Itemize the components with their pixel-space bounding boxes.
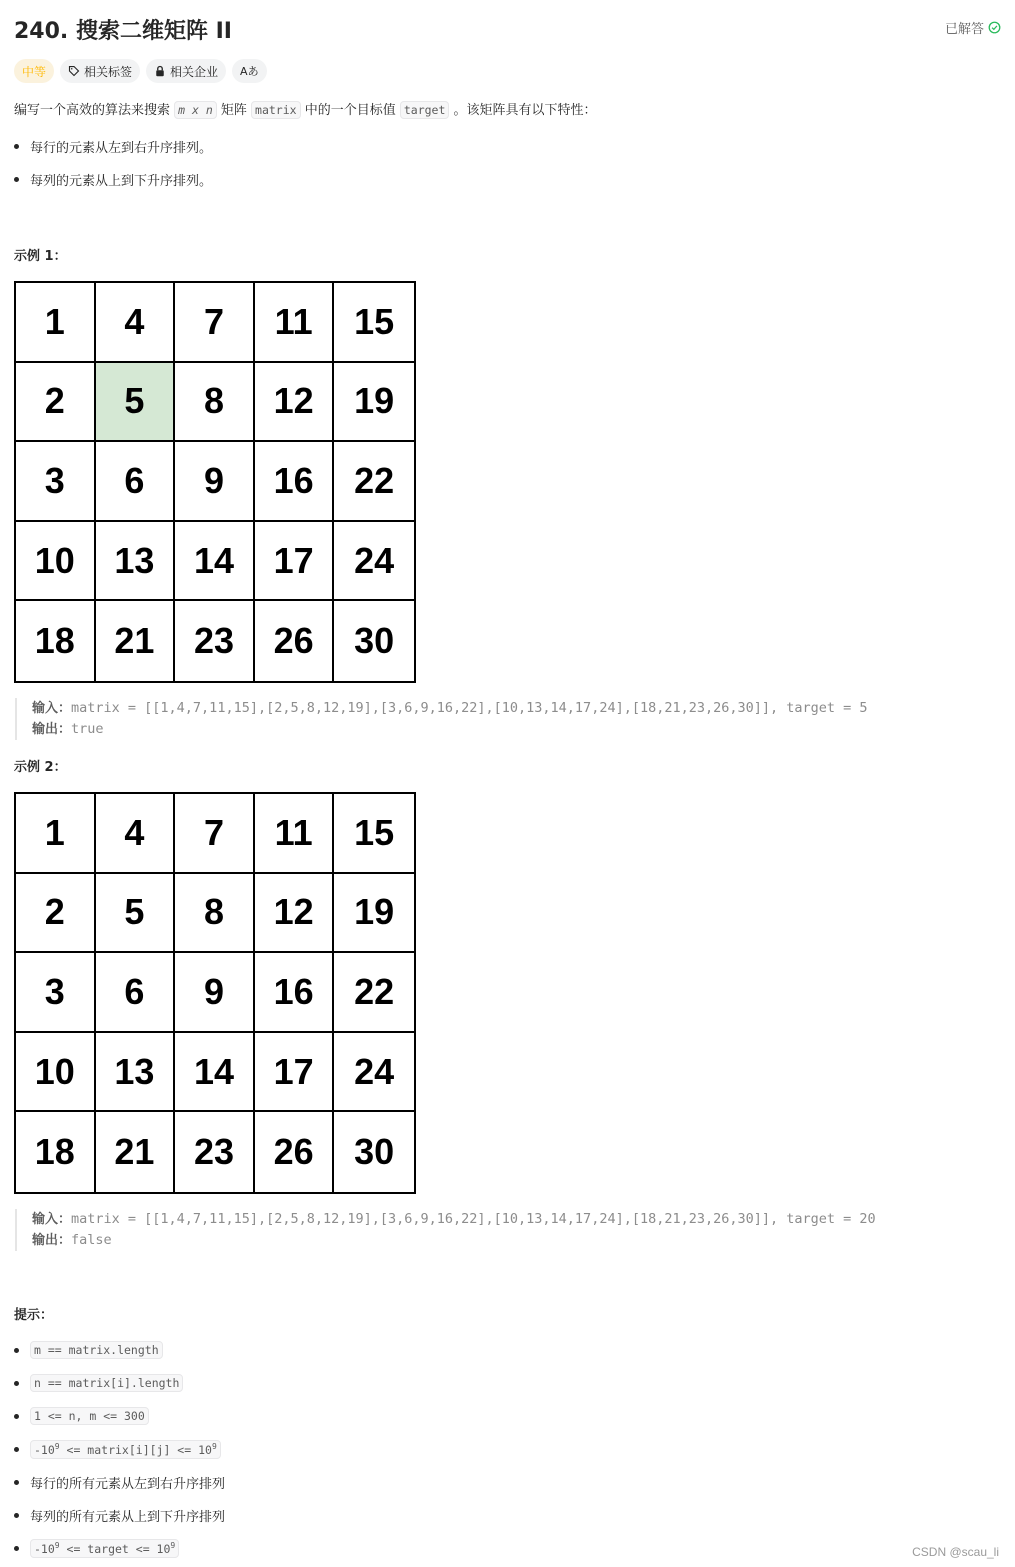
example-2-input bbox=[32, 1209, 876, 1230]
input-value: matrix = [[1,4,7,11,15],[2,5,8,12,19],[3,6,9,16,22],[10,13,14,17,24],[18,21,23,26,30]], target = 5 bbox=[71, 700, 868, 716]
desc-text-2: 矩阵 bbox=[216, 103, 252, 118]
matrix-cell: 2 bbox=[16, 874, 96, 954]
c4-sup1: 9 bbox=[54, 1442, 60, 1451]
matrix-cell: 21 bbox=[96, 601, 176, 681]
c4-sup2: 9 bbox=[211, 1442, 217, 1451]
matrix-cell: 15 bbox=[334, 283, 414, 363]
check-circle-icon bbox=[988, 21, 1001, 34]
constraint-code bbox=[30, 1539, 179, 1558]
matrix-cell: 12 bbox=[255, 874, 335, 954]
example-2-heading: 示例 2： bbox=[14, 760, 67, 775]
desc-text-4: 。该矩阵具有以下特性： bbox=[449, 103, 597, 118]
matrix-cell: 3 bbox=[16, 442, 96, 522]
matrix-cell: 13 bbox=[96, 522, 176, 602]
c4-b: <= matrix[i][j] <= 10 bbox=[59, 1442, 212, 1457]
matrix-cell: 3 bbox=[16, 953, 96, 1033]
problem-description bbox=[14, 100, 597, 121]
property-item: 每行的元素从左到右升序排列。 bbox=[14, 137, 212, 156]
tag-bar bbox=[14, 59, 267, 83]
matrix-cell: 6 bbox=[96, 953, 176, 1033]
tag-icon bbox=[68, 65, 80, 77]
matrix-cell: 30 bbox=[354, 1131, 395, 1173]
matrix-cell: 16 bbox=[255, 442, 335, 522]
matrix-cell: 4 bbox=[96, 794, 176, 874]
matrix-cell: 17 bbox=[255, 1033, 335, 1113]
c7-b: <= target <= 10 bbox=[59, 1541, 171, 1556]
matrix-cell: 10 bbox=[16, 522, 96, 602]
constraint-item: 每列的所有元素从上到下升序排列 bbox=[14, 1506, 225, 1525]
matrix-cell: 15 bbox=[334, 794, 414, 874]
matrix-cell: 19 bbox=[334, 874, 414, 954]
constraint-item bbox=[14, 1539, 179, 1558]
difficulty-badge bbox=[14, 59, 54, 83]
matrix-cell: 9 bbox=[175, 953, 255, 1033]
output-value: true bbox=[71, 721, 104, 737]
desc-code-matrix: matrix bbox=[251, 101, 301, 119]
matrix-cell: 11 bbox=[255, 794, 335, 874]
input-value: matrix = [[1,4,7,11,15],[2,5,8,12,19],[3,6,9,16,22],[10,13,14,17,24],[18,21,23,26,30]], target = 20 bbox=[71, 1211, 876, 1227]
example-1-heading: 示例 1： bbox=[14, 249, 67, 264]
example-1-output bbox=[32, 719, 868, 740]
matrix-cell: 24 bbox=[334, 1033, 414, 1113]
related-companies-button[interactable] bbox=[146, 59, 226, 83]
matrix-cell: 18 bbox=[16, 601, 96, 681]
related-companies-label: 相关企业 bbox=[170, 64, 219, 79]
example-2-matrix bbox=[14, 792, 416, 1194]
desc-code-mxn: m x n bbox=[174, 101, 217, 119]
c7-sup2: 9 bbox=[170, 1541, 176, 1550]
solved-label: 已解答 bbox=[944, 22, 984, 37]
output-value: false bbox=[71, 1232, 112, 1248]
matrix-cell: 18 bbox=[16, 1112, 96, 1192]
c7-a: -10 bbox=[34, 1541, 55, 1556]
example-2-output bbox=[32, 1230, 876, 1251]
matrix-cell: 21 bbox=[96, 1112, 176, 1192]
matrix-cell: 10 bbox=[16, 1033, 96, 1113]
constraint-item bbox=[14, 1374, 183, 1392]
property-item: 每列的元素从上到下升序排列。 bbox=[14, 170, 212, 189]
matrix-cell: 5 bbox=[96, 363, 176, 443]
matrix-cell: 12 bbox=[255, 363, 335, 443]
matrix-cell: 30 bbox=[354, 620, 395, 662]
related-tags-button[interactable] bbox=[60, 59, 140, 83]
problem-title: 240. 搜索二维矩阵 II bbox=[14, 19, 232, 44]
difficulty-label: 中等 bbox=[22, 64, 47, 79]
matrix-cell: 7 bbox=[175, 794, 255, 874]
matrix-cell: 7 bbox=[175, 283, 255, 363]
example-1-input bbox=[32, 698, 868, 719]
matrix-cell: 23 bbox=[175, 1112, 255, 1192]
desc-text-3: 中的一个目标值 bbox=[300, 103, 400, 118]
matrix-cell: 9 bbox=[175, 442, 255, 522]
constraint-code bbox=[30, 1440, 221, 1459]
matrix-cell: 11 bbox=[255, 283, 335, 363]
constraint-item: 每行的所有元素从左到右升序排列 bbox=[14, 1473, 225, 1492]
c7-sup1: 9 bbox=[54, 1541, 60, 1550]
constraint-item bbox=[14, 1440, 221, 1459]
matrix-cell: 8 bbox=[175, 363, 255, 443]
matrix-cell: 14 bbox=[175, 522, 255, 602]
matrix-cell: 1 bbox=[16, 794, 96, 874]
input-label: 输入： bbox=[32, 701, 72, 716]
related-tags-label: 相关标签 bbox=[84, 64, 133, 79]
desc-code-target: target bbox=[400, 101, 450, 119]
example-1-io bbox=[15, 698, 868, 740]
constraint-code: m == matrix.length bbox=[30, 1341, 163, 1359]
translate-icon: Aあ bbox=[240, 65, 259, 78]
c4-a: -10 bbox=[34, 1442, 55, 1457]
matrix-cell: 26 bbox=[255, 1112, 335, 1192]
output-label: 输出： bbox=[32, 1233, 72, 1248]
constraint-code: n == matrix[i].length bbox=[30, 1374, 183, 1392]
matrix-cell: 13 bbox=[96, 1033, 176, 1113]
constraint-code: 1 <= n, m <= 300 bbox=[30, 1407, 149, 1425]
matrix-cell: 19 bbox=[334, 363, 414, 443]
example-2-io bbox=[15, 1209, 876, 1251]
matrix-cell: 23 bbox=[175, 601, 255, 681]
matrix-cell: 8 bbox=[175, 874, 255, 954]
watermark: CSDN @scau_li bbox=[912, 1545, 999, 1559]
matrix-cell: 24 bbox=[334, 522, 414, 602]
matrix-cell: 17 bbox=[255, 522, 335, 602]
matrix-cell: 22 bbox=[334, 953, 414, 1033]
matrix-cell: 1 bbox=[16, 283, 96, 363]
output-label: 输出： bbox=[32, 722, 72, 737]
solved-status[interactable] bbox=[945, 18, 1001, 37]
constraint-item bbox=[14, 1407, 149, 1425]
matrix-cell: 22 bbox=[334, 442, 414, 522]
input-label: 输入： bbox=[32, 1212, 72, 1227]
example-1-matrix bbox=[14, 281, 416, 683]
desc-text-1: 编写一个高效的算法来搜索 bbox=[14, 103, 175, 118]
constraint-item bbox=[14, 1341, 163, 1359]
matrix-cell: 16 bbox=[255, 953, 335, 1033]
constraints-heading: 提示： bbox=[14, 1308, 54, 1323]
lock-icon bbox=[154, 65, 166, 77]
matrix-cell: 2 bbox=[16, 363, 96, 443]
matrix-cell: 26 bbox=[255, 601, 335, 681]
matrix-cell: 4 bbox=[96, 283, 176, 363]
translate-button[interactable] bbox=[232, 59, 267, 83]
matrix-cell: 6 bbox=[96, 442, 176, 522]
matrix-cell: 14 bbox=[175, 1033, 255, 1113]
matrix-cell: 5 bbox=[96, 874, 176, 954]
